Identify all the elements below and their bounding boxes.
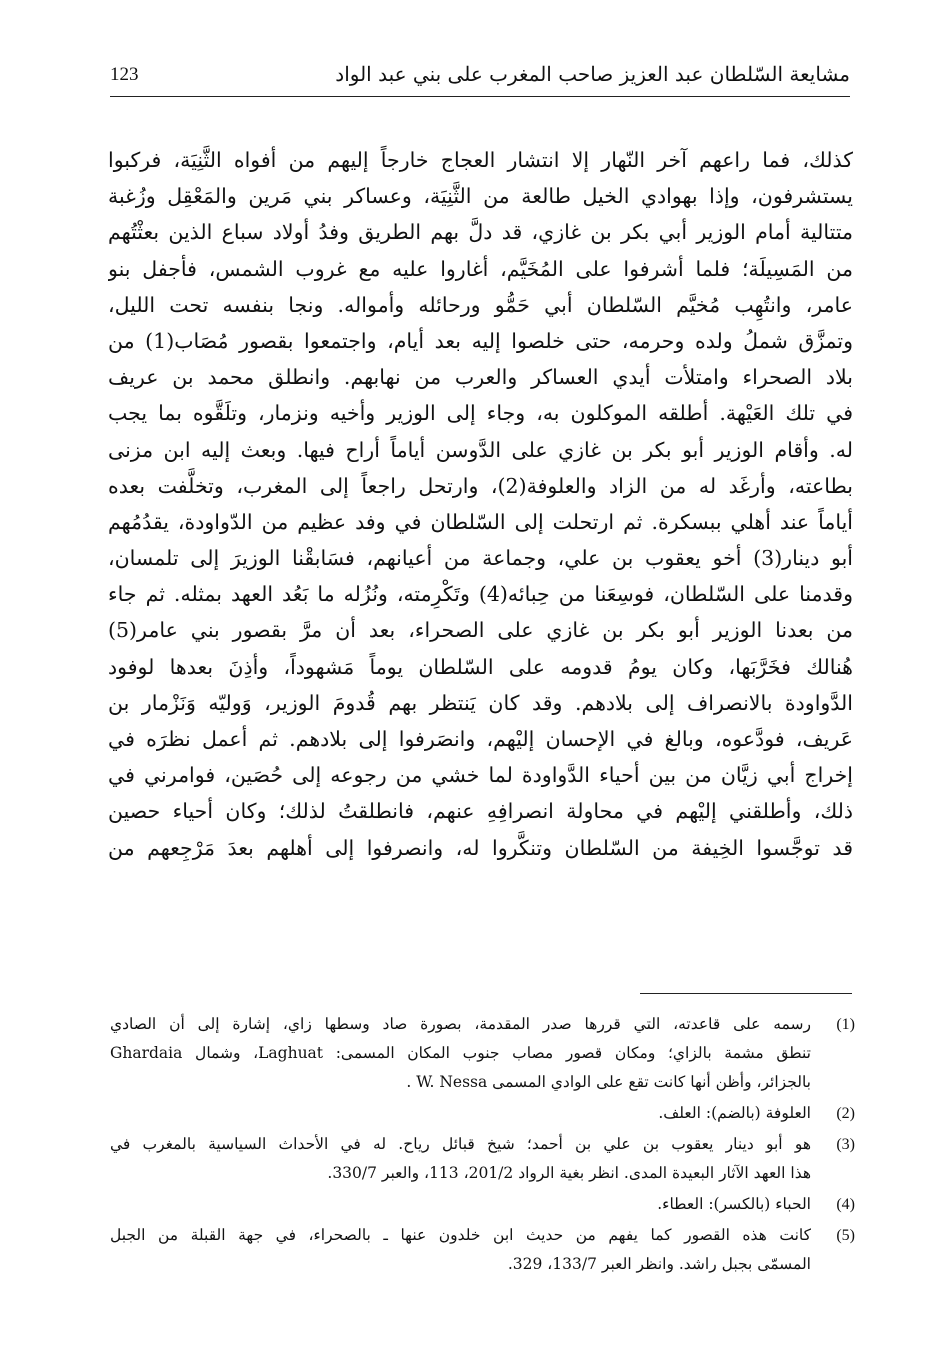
footnote-number: (2) xyxy=(836,1105,855,1122)
footnote-number: (3) xyxy=(836,1136,855,1153)
running-header xyxy=(110,58,850,90)
footnote-number: (4) xyxy=(836,1196,855,1213)
footnote xyxy=(110,1010,855,1097)
body-line: من المَسِيلَة؛ فلما أشرفوا على المُخَيَّم، أغاروا عليه مع غروب الشمس، فأجفل بنو xyxy=(108,256,853,281)
body-line: أبو دينار(3) أخو يعقوب بن علي، وجماعة من أعيانهم، فسَابقْنا الوزيرَ إلى تلمسان، xyxy=(108,546,853,571)
body-line: كذلك، فما راعهم آخر النّهار إلا انتشار العجاج خارجاً إليهم من أفواه الثَّنِيَة، فركبوا xyxy=(108,148,853,172)
body-line: له. وأقام الوزير أبو بكر بن غازي على الدَّوسن أياماً أراح فيها. وبعث إليه ابن مزنى xyxy=(108,437,853,462)
body-line: وتمزَّق شملُ ولده وحرمه، حتى خلصوا إليه بعد أيام، واجتمعوا بقصور مُصَاب(1) من xyxy=(108,328,853,353)
footnote-line: العلوفة (بالضم): العلف. xyxy=(658,1104,811,1122)
running-title: مشايعة السّلطان عبد العزيز صاحب المغرب على بني عبد الواد xyxy=(335,62,850,86)
page-number: 123 xyxy=(110,64,139,85)
footnote-line: كانت هذه القصور كما يفهم من حديث ابن خلدون عنها ـ بالصحراء، في جهة القبلة من الجبل xyxy=(110,1226,811,1244)
footnote-line: الحباء (بالكسر): العطاء. xyxy=(657,1195,811,1213)
body-line: قد توجَّسوا الخِيفة من السّلطان وتنكَّروا له، وانصرفوا إلى أهلهم بعدَ مَرْجِعهم من xyxy=(108,835,853,860)
body-line: يستشرفون، وإذا بهوادي الخيل طالعة من الثَّنِيَة، وعساكر بني مَرين والمَعْقِل وزُغبة xyxy=(108,184,853,209)
header-rule xyxy=(110,96,850,97)
footnote xyxy=(110,1190,855,1219)
body-line: بطاعته، وأرغَد له من الزاد والعلوفة(2)، وارتحل راجعاً إلى المغرب، وتخلَّفت بعده xyxy=(108,473,853,498)
footnote-line: هذا العهد الآثار البعيدة المدى. انظر بغية الرواد 201/2، 113، والعبر 330/7. xyxy=(327,1164,811,1182)
body-line: أياماً عند أهلي ببسكرة. ثم ارتحلت إلى السّلطان في وفد عظيم من الدّواودة، يقدُمُهم xyxy=(108,509,853,534)
footnote-line: تنطق مشمة بالزاي؛ ومكان قصور مصاب جنوب المكان المسمى: Laghuat، وشمال Ghardaia xyxy=(110,1044,811,1062)
body-line: عامر، وانتُهِب مُخيَّم السّلطان أبي حَمُّو ورحائله وأمواله. ونجا بنفسه تحت الليل، xyxy=(108,292,853,317)
body-line: متتالية أمام الوزير أبي بكر بن غازي، قد دلَّ بهم الطريق وفدُ أولاد سباع الذين بعثْتُهم xyxy=(108,220,853,245)
footnote-rule xyxy=(640,993,852,994)
footnote-line: هو أبو دينار يعقوب بن علي بن أحمد؛ شيخ قبائل رياح. له في الأحداث السياسية بالمغرب في xyxy=(110,1135,811,1153)
footnote-line: المسمّى بجبل راشد. وانظر العبر 133/7، 329. xyxy=(507,1255,811,1273)
body-line: إخراج أبي زيَّان من بين أحياء الدَّواودة لما خشي من رجوعه إلى حُصَين، فوامرني في xyxy=(108,763,853,788)
body-line: ذلك، وأطلقني إليْهم في محاولة انصرافِهِ عنهم، فانطلقتُ لذلك؛ وكان أحياء حصين xyxy=(108,799,853,824)
body-line: من بعدنا الوزير أبو بكر بن غازي على الصحراء، بعد أن مرَّ بقصور بني عامر(5) xyxy=(108,618,853,643)
footnotes xyxy=(110,1010,855,1281)
footnote xyxy=(110,1221,855,1279)
main-text xyxy=(108,142,853,866)
footnote-line: بالجزائر، وأظن أنها كانت تقع على الوادي المسمى W. Nessa . xyxy=(406,1073,811,1091)
body-line: في تلك العَيْهة. أطلقه الموكلون به، وجاء إلى الوزير وأخيه ونزمار، وتلَقَّوه بما يجب xyxy=(108,401,853,426)
footnote-number: (1) xyxy=(836,1016,855,1033)
footnote-number: (5) xyxy=(836,1227,855,1244)
footnote-line: رسمه على قاعدته، التي قررها صدر المقدمة، بصورة صاد وسطها زاي، إشارة إلى أن الصادي xyxy=(110,1015,811,1033)
body-line: بلاد الصحراء وامتلأت أيدي العساكر والعرب من نهابهم. وانطلق محمد بن عريف xyxy=(108,365,853,390)
body-line: عَريف، فودَّعوه، وبالغ في الإحسان إليْهم، وانصَرفوا إلى بلادهم. ثم أعمل نظرَه في xyxy=(108,727,853,751)
body-line: هُنالك فخَرَّبَها، وكان يومُ قدومه على السّلطان يوماً مَشهوداً، وأذِنَ بعدها لوفود xyxy=(108,654,853,679)
footnote xyxy=(110,1130,855,1188)
footnote xyxy=(110,1099,855,1128)
body-line: وقدمنا على السّلطان، فوسِعَنا من حِبائه(4) وتَكْرِمته، ونُزُله ما بَعُد العهد بمثله. ثم جاء xyxy=(108,582,853,607)
body-line: الدَّواودة بالانصراف إلى بلادهم. وقد كان يَنتظر بهم قُدومَ الوزير، وَوليّه وَنَزْمار بن xyxy=(108,690,853,715)
